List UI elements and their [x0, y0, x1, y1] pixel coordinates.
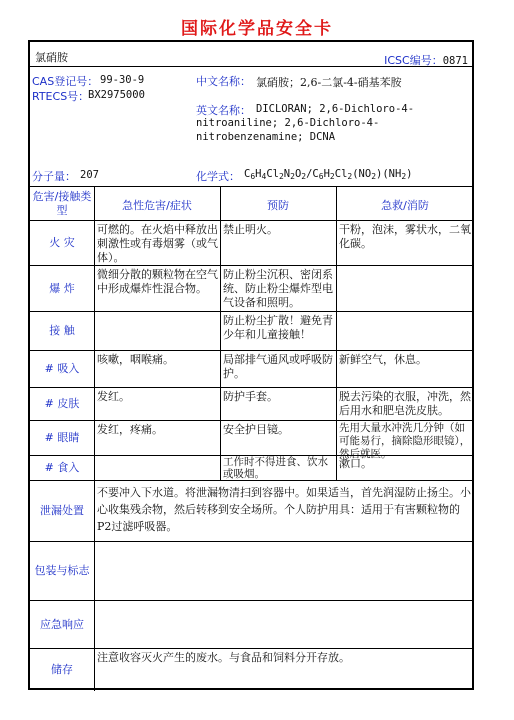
divider	[336, 186, 337, 480]
mw-label: 分子量：	[32, 170, 76, 183]
spill-label: 泄漏处置	[40, 504, 84, 517]
storage-text: 注意收容灭火产生的废水。与食品和饲料分开存放。	[97, 651, 350, 664]
storage-label: 储存	[51, 662, 73, 676]
cn-name-value: 氯硝胺；2,6-二氯-4-硝基苯胺	[256, 76, 402, 89]
explosion-prevention: 防止粉尘沉积、密闭系统、防止粉尘爆炸型电气设备和照明。	[223, 268, 333, 309]
en-name-label: 英文名称：	[196, 104, 251, 117]
mw-value: 207	[80, 169, 99, 181]
spill-text: 不要冲入下水道。将泄漏物清扫到容器中。如果适当，首先润湿防止扬尘。小心收集残余物，然后转移到安全场所。个人防护用具：适用于有害颗粒物的P2过滤呼吸器。	[97, 486, 471, 533]
row-contact-label: 接 触	[49, 324, 75, 337]
col-type: 危害/接触类型	[32, 190, 92, 217]
divider	[220, 186, 221, 480]
divider	[30, 265, 472, 266]
fire-firstaid: 干粉，泡沫，雾状水，二氧化碳。	[339, 223, 471, 250]
card-title: 国际化学品安全卡	[181, 19, 333, 39]
en-name-line: nitrobenzenamine; DCNA	[196, 131, 336, 143]
ingestion-firstaid: 漱口。	[339, 457, 372, 470]
divider	[30, 387, 472, 388]
fire-prevention: 禁止明火。	[223, 223, 278, 236]
divider	[30, 311, 472, 312]
inhalation-hazard: 咳嗽，咽喉痛。	[97, 353, 174, 366]
emergency-label: 应急响应	[40, 617, 84, 631]
divider	[30, 600, 472, 601]
en-name-line: nitroaniline; 2,6-Dichloro-4-	[196, 117, 380, 129]
row-eyes-label: # 眼睛	[44, 431, 80, 444]
inhalation-prevention: 局部排气通风或呼吸防护。	[223, 353, 333, 380]
formula-label: 化学式：	[196, 170, 240, 183]
cn-name-label: 中文名称：	[196, 75, 251, 88]
icsc-value: 0871	[442, 55, 468, 67]
eyes-firstaid: 先用大量水冲洗几分钟（如可能易行，摘除隐形眼镜），然后就医。	[339, 422, 471, 460]
ingestion-prevention: 工作时不得进食、饮水或吸烟。	[223, 456, 328, 480]
packaging-label: 包装与标志	[34, 564, 90, 577]
eyes-hazard: 发红，疼痛。	[97, 423, 163, 436]
col-prevention: 预防	[267, 199, 289, 212]
divider	[30, 648, 472, 649]
divider	[30, 541, 472, 542]
cas-label: CAS登记号：	[32, 75, 99, 88]
chemical-name: 氯硝胺	[35, 51, 68, 64]
inhalation-firstaid: 新鲜空气，休息。	[339, 353, 427, 366]
en-name-line: DICLORAN; 2,6-Dichloro-4-	[256, 103, 415, 115]
divider	[30, 66, 472, 67]
row-inhalation-label: # 吸入	[44, 362, 80, 375]
cas-value: 99-30-9	[100, 74, 145, 86]
contact-prevention: 防止粉尘扩散！避免青少年和儿童接触！	[223, 314, 333, 341]
rtecs-value: BX2975000	[88, 89, 145, 101]
row-ingestion-label: # 食入	[44, 461, 80, 474]
divider	[30, 350, 472, 351]
explosion-hazard: 微细分散的颗粒物在空气中形成爆炸性混合物。	[97, 268, 218, 295]
safety-card	[28, 40, 474, 690]
rtecs-label: RTECS号：	[32, 90, 90, 103]
fire-hazard: 可燃的。在火焰中释放出刺激性或有毒烟雾（或气体）。	[97, 223, 218, 264]
row-fire-label: 火 灾	[49, 236, 75, 249]
row-skin-label: # 皮肤	[44, 397, 80, 410]
divider	[30, 186, 472, 187]
col-firstaid: 急救/消防	[381, 199, 429, 212]
skin-prevention: 防护手套。	[223, 390, 278, 403]
divider	[94, 186, 95, 691]
divider	[30, 420, 472, 421]
skin-hazard: 发红。	[97, 390, 130, 403]
divider	[30, 220, 472, 221]
col-hazard: 急性危害/症状	[122, 199, 192, 212]
eyes-prevention: 安全护目镜。	[223, 423, 289, 436]
row-explosion-label: 爆 炸	[49, 281, 75, 295]
skin-firstaid: 脱去污染的衣服，冲洗，然后用水和肥皂洗皮肤。	[339, 390, 471, 417]
icsc-label: ICSC编号：	[384, 54, 443, 67]
formula-value: $C_6H_4Cl_2N_2O_2/C_6H_2Cl_2(NO_2)(NH_2)$	[244, 168, 413, 181]
divider	[30, 480, 472, 481]
